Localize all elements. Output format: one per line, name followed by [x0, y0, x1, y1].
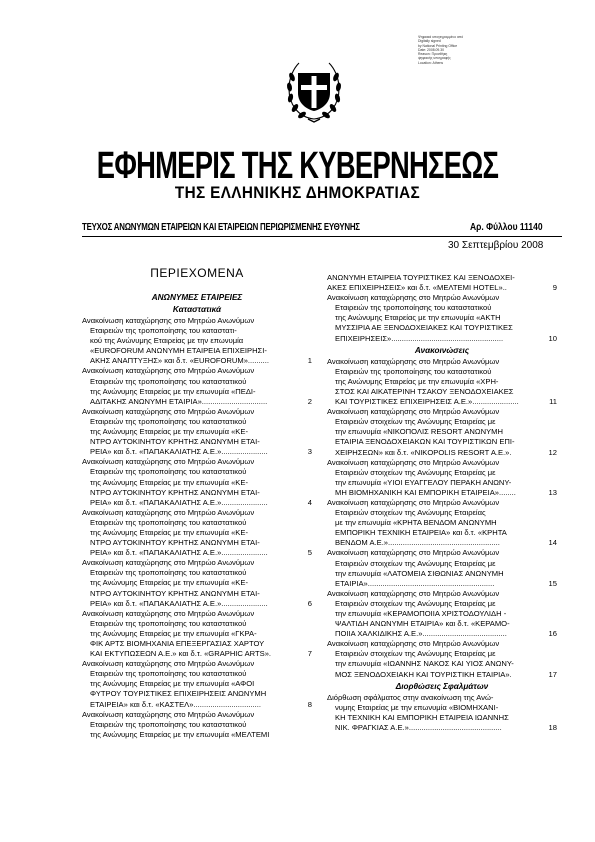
entry-line: ΜΟΣ ΞΕΝΟΔΟΧΕΙΑΚΗ ΚΑΙ ΤΟΥΡΙΣΤΙΚΗ ΕΤΑΙΡΙΑ». [335, 669, 512, 679]
entry-page-number: 2 [307, 396, 312, 406]
entry-page-number: 7 [307, 649, 312, 659]
contents-entry [82, 366, 312, 406]
entry-line: ΑΝΩΝΥΜΗ ΕΤΑΙΡΕΙΑ ΤΟΥΡΙΣΤΙΚΕΣ ΚΑΙ ΞΕΝΟΔΟΧΕΙ- [327, 273, 515, 282]
stamp-line: Date: 2008.09.30 [418, 47, 445, 52]
entry-line: Εταιρειών της τροποποίησης του καταστατικού [90, 618, 247, 628]
entry-line: την επωνυμία «ΛΑΤΟΜΕΙΑ ΣΙΘΩΝΙΑΣ ΑΝΩΝΥΜΗ [335, 568, 504, 578]
entry-page-number: 13 [548, 487, 557, 497]
entry-line: ΜΗ ΒΙΟΜΗΧΑΝΙΚΗ ΚΑΙ ΕΜΠΟΡΙΚΗ ΕΤΑΙΡΕΙΑ»........ [335, 487, 516, 497]
entry-page-number: 11 [549, 397, 557, 407]
contents-entry [327, 357, 557, 407]
contents-entry [327, 293, 557, 343]
entry-line: Ανακοίνωση καταχώρησης στο Μητρώο Ανωνύμων [327, 548, 500, 558]
entry-line: ΣΤΟΣ ΚΑΙ ΑΙΚΑΤΕΡΙΝΗ ΤΣΑΚΟΥ ΞΕΝΟΔΟΧΕΙΑΚΕΣ [335, 386, 514, 396]
entry-line: Ανακοίνωση καταχώρησης στο Μητρώο Ανωνύμων [327, 356, 500, 366]
issue-number: Αρ. Φύλλου 11140 [470, 222, 543, 233]
entry-line: την επωνυμία «ΝΙΚΟΠΟΛΙΣ RESORT ΑΝΩΝΥΜΗ [335, 427, 503, 437]
entry-line: ΒΕΝΔΟΜ Α.Ε.»..................................................... [335, 538, 500, 548]
issue-date: 30 Σεπτεμβρίου 2008 [448, 240, 544, 251]
entry-line: της Ανώνυμης Εταιρείας με την επωνυμία «ΚΕ- [90, 578, 248, 588]
contents-entry [82, 508, 312, 558]
entry-line: Ανακοίνωση καταχώρησης στο Μητρώο Ανωνύμων [82, 558, 255, 568]
entry-line: ΝΤΡΟ ΑΥΤΟΚΙΝΗΤΟΥ ΚΡΗΤΗΣ ΑΝΩΝΥΜΗ ΕΤΑΙ- [90, 538, 260, 548]
entry-line: ΕΤΑΙΡΙΑ»............................................................ [335, 578, 495, 588]
entry-line: Ανακοίνωση καταχώρησης στο Μητρώο Ανωνύμων [82, 507, 255, 517]
entry-line: Διόρθωση σφάλματος στην ανακοίνωση της Ανώ- [327, 692, 494, 702]
entry-page-number: 12 [548, 447, 557, 457]
entry-line: Εταιρειών της τροποποίησης του καταστατικού [90, 416, 247, 426]
contents-entry [327, 458, 557, 498]
entry-page-number: 1 [307, 356, 312, 366]
entry-page-number: 9 [552, 283, 557, 293]
entry-line: Ανακοίνωση καταχώρησης στο Μητρώο Ανωνύμων [82, 659, 255, 669]
gazette-subtitle: ΤΗΣ ΕΛΛΗΝΙΚΗΣ ΔΗΜΟΚΡΑΤΙΑΣ [174, 183, 421, 202]
entry-line: Εταιρειών της τροποποίησης του καταστατικού [335, 303, 492, 313]
contents-entry [327, 589, 557, 639]
stamp-line: ψηφιακής υπογραφής [418, 56, 451, 61]
entry-line: ΑΚΗΣ ΑΝΑΠΤΥΞΗΣ» και δ.τ. «EUROFORUM».......... [90, 356, 270, 366]
entry-line: Εταιρειών στοιχείων της Ανώνυμης Εταιρείας με [335, 417, 496, 427]
notices-entry-list [327, 357, 557, 680]
entry-line: Ανακοίνωση καταχώρησης στο Μητρώο Ανωνύμων [82, 709, 255, 719]
entry-line: ΑΚΕΣ ΕΠΙΧΕΙΡΗΣΕΙΣ» και δ.τ. «ΜΕΛΤΕΜΙ HOTEL».. [327, 283, 507, 293]
entry-line: Ανακοίνωση καταχώρησης στο Μητρώο Ανωνύμων [327, 588, 500, 598]
contents-entry [327, 273, 557, 293]
entry-page-number: 18 [548, 722, 557, 732]
entry-line: με την επωνυμία «ΚΡΗΤΑ ΒΕΝΔΟΜ ΑΝΩΝΥΜΗ [335, 518, 497, 528]
entry-line: Εταιρειών στοιχείων της Ανώνυμης Εταιρείας με [335, 558, 496, 568]
entry-line: ΝΙΚ. ΦΡΑΓΚΙΑΣ Α.Ε.»............................................ [335, 722, 502, 732]
entry-line: Ανακοίνωση καταχώρησης στο Μητρώο Ανωνύμων [327, 497, 500, 507]
header-divider [82, 236, 562, 237]
contents-right-column [327, 273, 557, 733]
entry-line: ΚΑΙ ΤΟΥΡΙΣΤΙΚΕΣ ΕΠΙΧΕΙΡΗΣΕΙΣ Α.Ε.»...................... [335, 397, 519, 407]
notices-heading: Ανακοινώσεις [414, 345, 470, 355]
corrections-heading: Διορθώσεις Σφαλμάτων [395, 681, 489, 691]
entry-line: της Ανώνυμης Εταιρείας με την επωνυμία «ΓΚΡΑ- [90, 628, 257, 638]
entry-line: την επωνυμία «ΙΩΑΝΝΗΣ ΝΑΚΟΣ ΚΑΙ ΥΙΟΣ ΑΝΩΝΥ- [335, 659, 514, 669]
entry-line: ΑΔΙΤΑΚΗΣ ΑΝΩΝΥΜΗ ΕΤΑΙΡΙΑ»............................... [90, 396, 268, 406]
issue-series: ΤΕΥΧΟΣ ΑΝΩΝΥΜΩΝ ΕΤΑΙΡΕΙΩΝ ΚΑΙ ΕΤΑΙΡΕΙΩΝ ΠΕΡΙΩΡΙΣΜΕΝΗΣ ΕΥΘΥΝΗΣ [82, 222, 360, 233]
entry-line: ΜΥΣΣΙΡΙΑ ΑΕ ΞΕΝΟΔΟΧΕΙΑΚΕΣ ΚΑΙ ΤΟΥΡΙΣΤΙΚΕΣ [335, 323, 513, 333]
section-heading: ΑΝΩΝΥΜΕΣ ΕΤΑΙΡΕΙΕΣ [151, 293, 243, 302]
entry-line: Ανακοίνωση καταχώρησης στο Μητρώο Ανωνύμων [82, 316, 255, 325]
entry-line: της Ανώνυμης Εταιρείας με την επωνυμία «ΧΡΗ- [335, 376, 499, 386]
entry-line: Ανακοίνωση καταχώρησης στο Μητρώο Ανωνύμων [327, 293, 500, 303]
entry-line: Εταιρειών της τροποποίησης του καταστατικού [335, 366, 492, 376]
entry-line: «EUROFORUM ΑΝΩΝΥΜΗ ΕΤΑΙΡΕΙΑ ΕΠΙΧΕΙΡΗΣΙ- [90, 346, 267, 356]
greek-coat-of-arms-icon [283, 59, 345, 125]
entry-line: της Ανώνυμης Εταιρείας με την επωνυμία «ΚΕ- [90, 477, 248, 487]
entry-line: της Ανώνυμης Εταιρείας με την επωνυμία «ΠΕΔΙ- [90, 386, 256, 396]
entry-line: ΡΕΙΑ» και δ.τ. «ΠΑΠΑΚΑΛΙΑΤΗΣ Α.Ε.»...................... [90, 548, 268, 558]
gazette-title: ΕΦΗΜΕΡΙΣ ΤΗΣ ΚΥΒΕΡΝΗΣΕΩΣ [96, 145, 499, 187]
contents-entry [327, 693, 557, 733]
entry-line: ΧΕΙΡΗΣΕΩΝ» και δ.τ. «NIKOPOLIS RESORT A.E.». [335, 447, 512, 457]
right-entry-list [327, 273, 557, 344]
entry-line: Εταιρειών στοιχείων της Ανώνυμης Εταιρείας [335, 508, 486, 518]
contents-entry [327, 407, 557, 457]
contents-entry [82, 659, 312, 709]
entry-line: Εταιρειών της τροποποίησης του καταστατικού [90, 568, 247, 578]
entry-line: ΡΕΙΑ» και δ.τ. «ΠΑΠΑΚΑΛΙΑΤΗΣ Α.Ε.»...................... [90, 598, 268, 608]
entry-line: Εταιρειών στοιχείων της Ανώνυμης Εταιρείας με [335, 598, 496, 608]
entry-line: ΦΥΤΡΟΥ ΤΟΥΡΙΣΤΙΚΕΣ ΕΠΙΧΕΙΡΗΣΕΙΣ ΑΝΩΝΥΜΗ [90, 689, 267, 699]
entry-line: κού της Ανώνυμης Εταιρείας με την επωνυμία [90, 336, 244, 346]
entry-line: Εταιρειών στοιχείων της Ανώνυμης Εταιρείας με [335, 649, 496, 659]
entry-line: ΡΕΙΑ» και δ.τ. «ΠΑΠΑΚΑΛΙΑΤΗΣ Α.Ε.»...................... [90, 447, 268, 457]
entry-line: της Ανώνυμης Εταιρείας με την επωνυμία «ΑΦΟΙ [90, 679, 255, 689]
stamp-line: Ψηφιακά υπογεγραμμένο από [418, 35, 464, 39]
contents-entry [327, 498, 557, 548]
entry-line: Ανακοίνωση καταχώρησης στο Μητρώο Ανωνύμων [82, 406, 255, 416]
entry-line: της Ανώνυμης Εταιρείας με την επωνυμία «ΑΚΤΗ [335, 313, 501, 323]
entry-page-number: 3 [307, 447, 312, 457]
entry-line: νυμης Εταιρείας με την επωνυμία «ΒΙΟΜΗΧΑΝΙ- [335, 702, 499, 712]
entry-line: της Ανώνυμης Εταιρείας με την επωνυμία «ΚΕ- [90, 527, 248, 537]
entry-line: ΕΜΠΟΡΙΚΗ ΤΕΧΝΙΚΗ ΕΤΑΙΡΕΙΑ» και δ.τ. «ΚΡΗΤΑ [335, 528, 507, 538]
entry-page-number: 14 [548, 538, 557, 548]
entry-line: ΕΤΑΙΡΕΙΑ» και δ.τ. «ΚΑΣΤΕΛ»................................ [90, 699, 261, 709]
entry-line: ΕΤΑΙΡΙΑ ΞΕΝΟΔΟΧΕΙΑΚΩΝ ΚΑΙ ΤΟΥΡΙΣΤΙΚΩΝ ΕΠΙ- [335, 437, 515, 447]
digital-signature-stamp [418, 35, 466, 65]
contents-heading: ΠΕΡΙΕΧΟΜΕΝΑ [150, 266, 244, 280]
entry-line: της Ανώνυμης Εταιρείας με την επωνυμία «ΜΕΛΤΕΜΙ [90, 729, 270, 739]
entry-line: ΠΟΙΙΑ ΧΑΛΚΙΔΙΚΗΣ Α.Ε.»........................................ [335, 629, 507, 639]
entry-line: Εταιρειών της τροποποίησης του καταστατικού [90, 517, 247, 527]
stamp-line: Location: Athens [418, 60, 444, 65]
entry-line: Ανακοίνωση καταχώρησης στο Μητρώο Ανωνύμων [82, 608, 255, 618]
contents-entry [82, 457, 312, 507]
contents-entry [82, 316, 312, 366]
contents-entry [327, 639, 557, 679]
contents-entry [327, 548, 557, 588]
entry-page-number: 16 [548, 629, 557, 639]
entry-page-number: 6 [307, 598, 312, 608]
entry-line: ΨΑΛΤΙΔΗ ΑΝΩΝΥΜΗ ΕΤΑΙΡΙΑ» και δ.τ. «ΚΕΡΑΜΟ- [335, 619, 510, 629]
contents-entry [82, 407, 312, 457]
entry-line: Ανακοίνωση καταχώρησης στο Μητρώο Ανωνύμων [327, 457, 500, 467]
entry-page-number: 15 [548, 578, 557, 588]
entry-line: Ανακοίνωση καταχώρησης στο Μητρώο Ανωνύμων [327, 639, 500, 649]
left-entry-list [82, 316, 312, 740]
entry-line: ΝΤΡΟ ΑΥΤΟΚΙΝΗΤΟΥ ΚΡΗΤΗΣ ΑΝΩΝΥΜΗ ΕΤΑΙ- [90, 487, 260, 497]
entry-line: Εταιρειών της τροποποίησης του καταστατικού [90, 376, 247, 386]
stamp-line: Digitally signed [418, 39, 441, 44]
entry-line: Ανακοίνωση καταχώρησης στο Μητρώο Ανωνύμων [82, 457, 255, 467]
entry-line: Εταιρειών της τροποποίησης του καταστατι- [90, 326, 237, 336]
entry-line: την επωνυμία «ΥΙΟΙ ΕΥΑΓΓΕΛΟΥ ΠΕΡΑΚΗ ΑΝΩΝΥ- [335, 477, 512, 487]
contents-left-column [82, 266, 312, 740]
entry-line: της Ανώνυμης Εταιρείας με την επωνυμία «ΚΕ- [90, 427, 248, 437]
entry-page-number: 5 [307, 548, 312, 558]
entry-line: Εταιρειών της τροποποίησης του καταστατικού [90, 719, 247, 729]
contents-entry [82, 609, 312, 659]
entry-page-number: 17 [548, 669, 557, 679]
entry-line: ΕΠΙΧΕΙΡΗΣΕΙΣ»..................................................... [335, 333, 504, 343]
entry-line: ΡΕΙΑ» και δ.τ. «ΠΑΠΑΚΑΛΙΑΤΗΣ Α.Ε.»...................... [90, 497, 268, 507]
subsection-heading: Καταστατικά [172, 305, 222, 314]
contents-entry [82, 710, 312, 740]
entry-page-number: 4 [307, 497, 312, 507]
entry-line: ΚΑΙ ΕΚΤΥΠΩΣΕΩΝ Α.Ε.» και δ.τ. «GRAPHIC ARTS». [90, 649, 272, 659]
entry-line: την επωνυμία «ΚΕΡΑΜΟΠΟΙΙΑ ΧΡΙΣΤΟΔΟΥΛΙΔΗ - [335, 609, 507, 618]
entry-line: Εταιρειών της τροποποίησης του καταστατικού [90, 669, 247, 679]
entry-page-number: 8 [307, 699, 312, 709]
contents-entry [82, 558, 312, 608]
entry-line: ΚΗ ΤΕΧΝΙΚΗ ΚΑΙ ΕΜΠΟΡΙΚΗ ΕΤΑΙΡΕΙΑ ΙΩΑΝΝΗΣ [335, 712, 509, 722]
entry-line: ΝΤΡΟ ΑΥΤΟΚΙΝΗΤΟΥ ΚΡΗΤΗΣ ΑΝΩΝΥΜΗ ΕΤΑΙ- [90, 588, 260, 598]
entry-line: Ανακοίνωση καταχώρησης στο Μητρώο Ανωνύμων [82, 366, 255, 376]
stamp-line: Reason: Προσθήκη [418, 52, 448, 57]
entry-line: Ανακοίνωση καταχώρησης στο Μητρώο Ανωνύμων [327, 407, 500, 417]
corrections-entry-list [327, 693, 557, 733]
entry-line: Εταιρειών της τροποποίησης του καταστατικού [90, 467, 247, 477]
entry-line: Εταιρειών στοιχείων της Ανώνυμης Εταιρείας με [335, 467, 496, 477]
stamp-line: by National Printing Office [418, 43, 458, 48]
entry-line: ΦΙΚ ΑΡΤΣ ΒΙΟΜΗΧΑΝΙΑ ΕΠΕΞΕΡΓΑΣΙΑΣ ΧΑΡΤΟΥ [90, 639, 265, 648]
entry-page-number: 10 [548, 333, 557, 343]
entry-line: ΝΤΡΟ ΑΥΤΟΚΙΝΗΤΟΥ ΚΡΗΤΗΣ ΑΝΩΝΥΜΗ ΕΤΑΙ- [90, 437, 260, 447]
